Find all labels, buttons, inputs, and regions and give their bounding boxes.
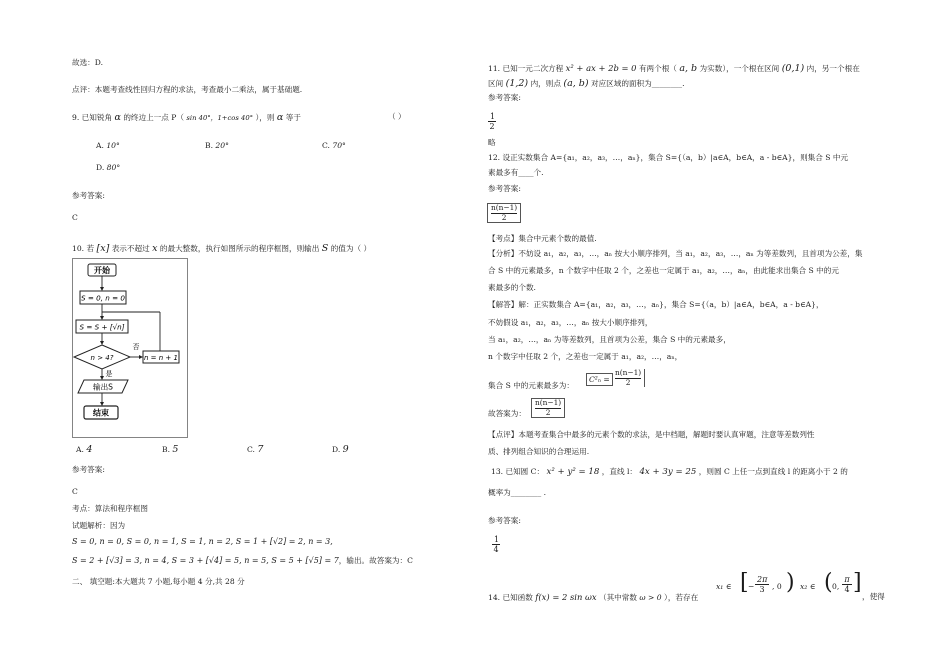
- q12-solution-5: 集合 S 中的元素最多为：: [488, 381, 574, 390]
- q14-x1-tail: , 0: [772, 582, 782, 591]
- q10-stem-a: 10. 若: [72, 244, 95, 253]
- q11-interval-01: (0,1): [781, 63, 805, 74]
- q12-solution-4: n 个数字中任取 2 个，之差也一定属于 a₁，a₂，…，aₙ，: [488, 352, 683, 361]
- q10-option-d: D. 9: [332, 444, 349, 455]
- q14-stem-a: 14. 已知函数: [488, 593, 533, 602]
- q10-topic: 考点：算法和程序框图: [72, 504, 148, 513]
- q10-value-d: 9: [342, 444, 349, 455]
- q10-stem-c: 的最大整数，执行如图所示的程序框图，则输出: [159, 244, 320, 253]
- q12-analysis-3: 素最多的个数.: [488, 283, 536, 292]
- q13-answer-fraction: 1 4: [493, 535, 500, 554]
- q11-stem-c: 为实数），一个根在区间: [699, 64, 780, 73]
- flow-decision-label: n > 4?: [90, 354, 114, 362]
- q11-stem-f: 内，则点: [530, 79, 561, 88]
- q12-final-fraction: n(n−1) 2: [531, 398, 565, 418]
- q9-option-a: A. 10°: [96, 141, 120, 150]
- q10-math-line-2: S = 2 + [√3] = 3, n = 4, S = 3 + [√4] = 5, n = 5, S = 5 + [√5] = 7: [72, 556, 339, 565]
- q14-function: f(x) = 2 sin ωx: [535, 592, 597, 602]
- q14-x1-fraction: 2π 3: [757, 575, 768, 594]
- q11-equation: x² + ax + 2b = 0: [565, 63, 637, 73]
- q10-answer: C: [72, 487, 78, 496]
- q12-topic: 【考点】集合中元素个数的最值.: [488, 234, 597, 243]
- q9-value-d: 80°: [106, 163, 121, 172]
- q12-line-2: 素最多有____个.: [488, 168, 544, 177]
- q13-stem-b: ，直线 l：: [601, 467, 638, 476]
- q9-value-b: 20°: [215, 141, 229, 150]
- q13-stem-a: 13. 已知圆 C：: [491, 467, 545, 476]
- q9-stem-c: ），则: [255, 113, 275, 122]
- q11-reference-label: 参考答案:: [488, 93, 521, 102]
- q10-analysis: 试题解析：因为: [72, 521, 126, 530]
- q12-answer-fraction: n(n−1) 2: [487, 203, 521, 223]
- q10-value-a: 4: [86, 444, 93, 455]
- q12-solution-6: 故答案为：: [488, 409, 526, 418]
- q14-x1: x₁ ∈: [716, 582, 732, 591]
- q13-circle-eq: x² + y² = 18: [546, 467, 600, 477]
- q14-x2-open-bracket: (: [824, 570, 833, 595]
- q12-solution-fraction: n(n−1) 2: [612, 369, 645, 387]
- q14-stem-b: （其中常数: [599, 593, 637, 602]
- flow-increment-label: n = n + 1: [144, 354, 178, 362]
- q9-reference-label: 参考答案:: [72, 191, 105, 200]
- comment-line: 点评：本题考查线性回归方程的求法，考查最小二乘法，属于基础题.: [72, 85, 303, 94]
- q9-stem-b: 的终边上一点 P（: [123, 113, 184, 122]
- q13-reference-label: 参考答案:: [488, 516, 521, 525]
- q13-line-2: 概率为________ .: [488, 488, 546, 497]
- section-2-heading: 二、 填空题:本大题共 7 小题,每小题 4 分,共 28 分: [72, 577, 245, 586]
- q10-reference-label: 参考答案:: [72, 465, 105, 474]
- q11-stem-d: 内，另一个根在: [806, 64, 860, 73]
- q9-value-a: 10°: [106, 141, 120, 150]
- q11-stem-e: 区间: [488, 79, 504, 88]
- flow-no-label: 否: [132, 343, 140, 351]
- flow-start-label: 开始: [94, 266, 110, 275]
- q11-ab: a, b: [679, 63, 698, 74]
- q14-x1-minus: −: [748, 582, 755, 591]
- answer-choice-line: 故选：D.: [72, 58, 104, 67]
- q10-S: S: [321, 243, 329, 254]
- q14-x1-close-bracket: ): [786, 570, 795, 595]
- q9-answer: C: [72, 213, 78, 222]
- q12-solution-3: 当 a₁，a₂，…，aₙ 为等差数列，且首项为公差，集合 S 中的元素最多，: [488, 335, 731, 344]
- q9-option-b: B. 20°: [205, 141, 229, 150]
- q10-value-c: 7: [257, 444, 264, 455]
- flow-assign-label: S = S + [√n]: [79, 322, 125, 332]
- q12-solution-1: 【解答】解：正实数集合 A={a₁，a₂，a₃，…，aₙ}，集合 S={（a，b）|a∈A，b∈A，a - b∈A}，: [488, 300, 824, 309]
- q10-option-b: B. 5: [162, 444, 179, 455]
- q11-stem-b: 有两个根（: [638, 64, 677, 73]
- q10-x: x: [152, 243, 158, 254]
- q12-line-1: 12. 设正实数集合 A={a₁，a₂，a₃，…，aₙ}，集合 S={（a，b）|a∈A，b∈A，a - b∈A}，则集合 S 中元: [488, 153, 849, 162]
- q14-x2-close-bracket: ]: [853, 570, 862, 595]
- q14-x2-fraction: π 4: [842, 575, 852, 594]
- q10-flowchart: [72, 258, 188, 438]
- q11-interval-12: (1,2): [505, 78, 529, 89]
- q9-option-d: D. 80°: [96, 163, 121, 172]
- q9-stem-a: 9. 已知锐角: [72, 113, 113, 122]
- q14-omega: ω > 0: [639, 593, 662, 602]
- q11-stem-a: 11. 已知一元二次方程: [488, 64, 564, 73]
- q12-comment-2: 质、排列组合知识的合理运用.: [488, 447, 590, 456]
- q10-option-c: C. 7: [247, 444, 264, 455]
- q9-alpha: α: [114, 112, 121, 123]
- q12-analysis-1: 【分析】不妨设 a₁，a₂，a₃，…，aₙ 按大小顺序排列，当 a₁，a₂，a₃，…，aₙ 为等差数列，且首项为公差，集: [488, 249, 863, 258]
- flow-end-label: 结束: [93, 408, 109, 418]
- q11-point: (a, b): [563, 78, 589, 89]
- q10-bracket-x: [x]: [96, 243, 110, 254]
- q9-option-c: C. 70°: [322, 141, 346, 150]
- q9-value-c: 70°: [332, 141, 346, 150]
- flow-init-label: S = 0, n = 0: [80, 293, 126, 303]
- q14-stem-c: ），若存在: [664, 593, 699, 602]
- q9-alpha-2: α: [276, 112, 284, 123]
- q12-solution-2: 不妨假设 a₁，a₂，a₃，…，aₙ 按大小顺序排列，: [488, 318, 653, 327]
- q9-stem-d: 等于: [285, 113, 301, 122]
- q10-stem-d: 的值为（ ）: [330, 244, 372, 253]
- q11-stem-g: 对应区域的面积为________.: [590, 79, 685, 88]
- q11-lue: 略: [488, 138, 496, 147]
- flow-yes-label: 是: [105, 370, 113, 378]
- q14-stem-d: ，使得: [862, 592, 885, 601]
- q10-value-b: 5: [172, 444, 179, 455]
- flow-output-label: 输出S: [92, 382, 114, 392]
- q12-combination: C²ₙ =: [586, 373, 613, 386]
- q10-option-a: A. 4: [76, 444, 93, 455]
- q10-math-line-1: S = 0, n = 0, S = 0, n = 1, S = 1, n = 2, S = 1 + [√2] = 2, n = 3,: [72, 537, 333, 546]
- q12-reference-label: 参考答案:: [488, 184, 521, 193]
- q12-analysis-2: 合 S 中的元素最多，n 个数字中任取 2 个，之差也一定属于 a₁，a₂，…，aₙ，由此能求出集合 S 中的元: [488, 266, 839, 275]
- q12-comment-1: 【点评】本题考查集合中最多的元素个数的求法，是中档题，解题时要认真审题，注意等差数列性: [488, 430, 815, 439]
- q9-bracket: （ ）: [388, 112, 406, 121]
- q13-stem-c: ，则圆 C 上任一点到直线 l 的距离小于 2 的: [698, 467, 848, 476]
- q13-line-eq: 4x + 3y = 25: [639, 467, 697, 477]
- q14-x2-head: 0,: [832, 582, 840, 591]
- q14-x1-open-bracket: [: [740, 570, 749, 595]
- q11-answer-fraction: 1 2: [489, 112, 496, 131]
- q10-math-tail: ，输出。故答案为：C: [338, 556, 413, 565]
- q14-x2: x₂ ∈: [800, 582, 816, 591]
- q9-coord: sin 40°，1+cos 40°: [186, 114, 254, 122]
- q10-stem-b: 表示不超过: [111, 244, 150, 253]
